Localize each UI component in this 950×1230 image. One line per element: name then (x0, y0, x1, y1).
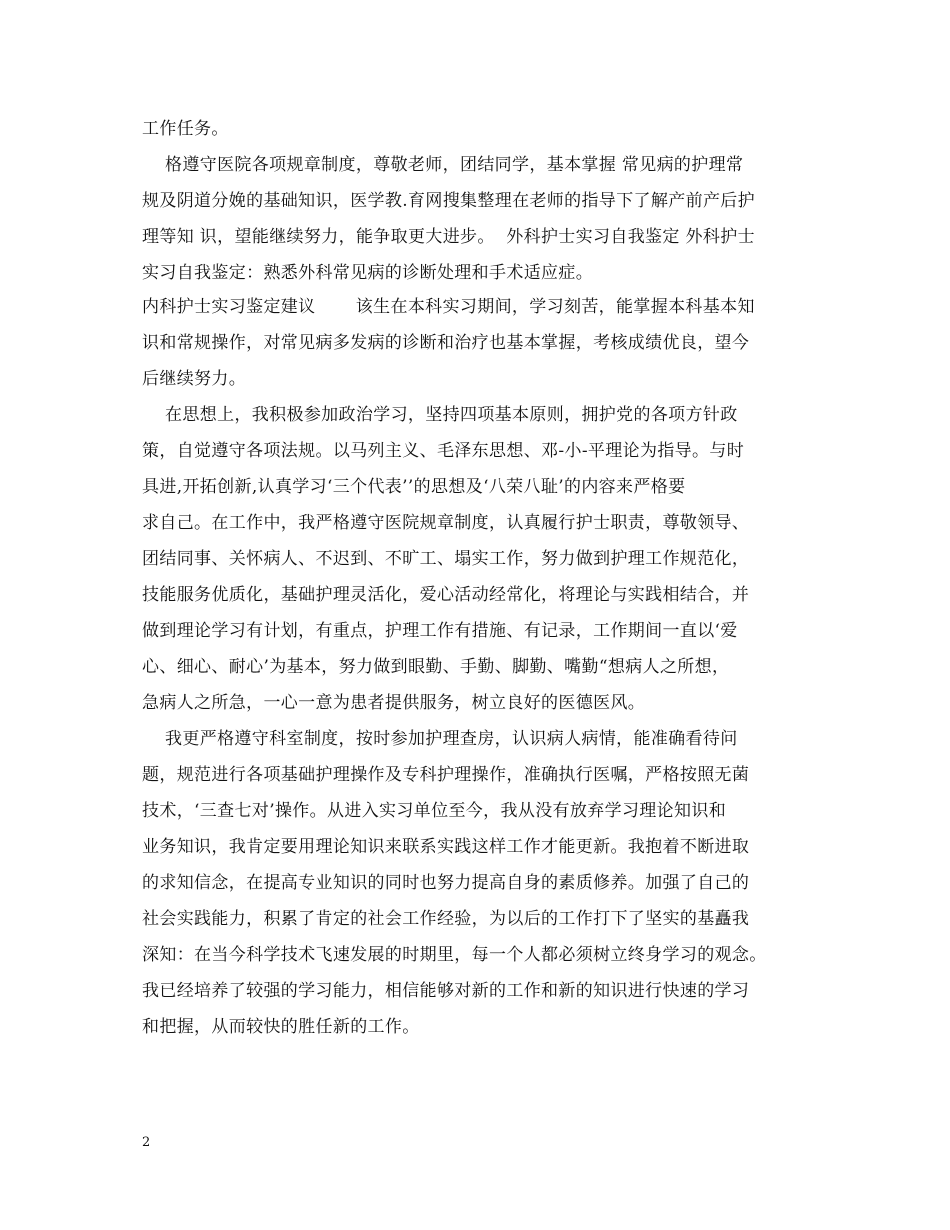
text-line: 求自己。在工作中，我严格遵守医院规章制度，认真履行护士职责，尊敬领导、 (142, 513, 750, 533)
text-line: 急病人之所急，一心一意为患者提供服务，树立良好的医德医风。 (142, 693, 646, 713)
text-line: 策，自觉遵守各项法规。以马列主义、毛泽东思想、邓-小-平理论为指导。与时 (142, 441, 745, 461)
text-line: 团结同事、关怀病人、不迟到、不旷工、塌实工作，努力做到护理工作规范化， (142, 549, 750, 569)
text-line: 深知：在当今科学技术飞速发展的时期里，每一个人都必须树立终身学习的观念。 (142, 945, 767, 965)
text-line: 和把握，从而较快的胜任新的工作。 (142, 1017, 420, 1037)
text-line: 社会实践能力，积累了肯定的社会工作经验，为以后的工作打下了坚实的基矗我 (142, 909, 750, 929)
text-line: 规及阴道分娩的基础知识，医学教.育网搜集整理在老师的指导下了解产前产后护 (142, 191, 756, 211)
text-line: 格遵守医院各项规章制度，尊敬老师，团结同学，基本掌握 常见病的护理常 (142, 155, 744, 175)
text-line: 理等知 识，望能继续努力，能争取更大进步。 外科护士实习自我鉴定 外科护士 (142, 227, 755, 247)
text-line: 工作任务。 (142, 119, 229, 139)
text-line: 我更严格遵守科室制度，按时参加护理查房，认识病人病情，能准确看待问 (142, 729, 738, 749)
text-line: 识和常规操作，对常见病多发病的诊断和治疗也基本掌握，考核成绩优良，望今 (142, 333, 750, 353)
text-line: 的求知信念，在提高专业知识的同时也努力提高自身的素质修养。加强了自己的 (142, 873, 750, 893)
text-line: 后继续努力。 (142, 369, 247, 389)
text-line: 我已经培养了较强的学习能力，相信能够对新的工作和新的知识进行快速的学习 (142, 981, 750, 1001)
text-line: 技能服务优质化，基础护理灵活化，爱心活动经常化，将理论与实践相结合，并 (142, 585, 750, 605)
text-line: 实习自我鉴定：熟悉外科常见病的诊断处理和手术适应症。 (142, 263, 594, 283)
text-line: 做到理论学习有计划，有重点，护理工作有措施、有记录，工作期间一直以‘爱 (142, 621, 738, 641)
text-line: 在思想上，我积极参加政治学习，坚持四项基本原则，拥护党的各项方针政 (142, 405, 738, 425)
text-line: 题，规范进行各项基础护理操作及专科护理操作，准确执行医嘱，严格按照无菌 (142, 765, 750, 785)
text-line: 内科护士实习鉴定建议 该生在本科实习期间，学习刻苦，能掌握本科基本知 (142, 297, 755, 317)
text-line: 心、细心、耐心’为基本，努力做到眼勤、手勤、脚勤、嘴勤“想病人之所想， (142, 657, 730, 677)
page-number: 2 (142, 1135, 151, 1150)
text-line: 技术，‘三查七对’操作。从进入实习单位至今，我从没有放弃学习理论知识和 (142, 801, 727, 821)
text-line: 业务知识，我肯定要用理论知识来联系实践这样工作才能更新。我抱着不断进取 (142, 837, 750, 857)
text-line: 具进,开拓创新,认真学习‘三个代表’’的思想及‘八荣八耻’的内容来严格要 (142, 477, 686, 497)
